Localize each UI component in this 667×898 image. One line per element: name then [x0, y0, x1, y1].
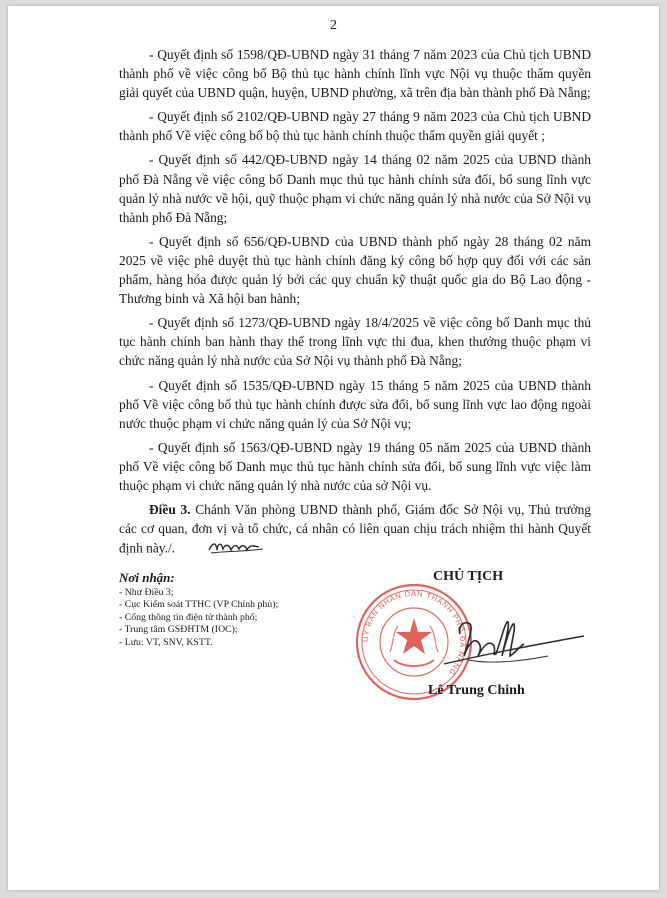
article-3-heading: Điều 3. [149, 502, 191, 518]
recipients-block [119, 572, 379, 649]
signer-name: Lê Trung Chinh [428, 683, 525, 698]
decision-item-2102: - Quyết định số 2102/QĐ-UBND ngày 27 tháng 9 năm 2023 của Chủ tịch UBND thành phố Về việc công bố bộ thủ tục hành chính thuộc thẩm quyền giải quyết ; [119, 109, 591, 144]
recipients-title: Nơi nhận: [119, 570, 175, 585]
document-page [8, 6, 659, 890]
decision-item-656: - Quyết định số 656/QĐ-UBND của UBND thành phố ngày 28 tháng 02 năm 2025 về việc phê duyệt thủ tục hành chính đăng ký công bố hợp quy đối với các sản phẩm, hàng hóa được quản lý bởi các quy chuẩn kỹ thuật quốc gia do Bộ Lao động - Thương binh và Xã hội ban hành; [119, 233, 591, 307]
decision-item-1535: - Quyết định số 1535/QĐ-UBND ngày 15 tháng 5 năm 2025 của UBND thành phố Về việc công bố thủ tục hành chính được sửa đổi, bổ sung lĩnh vực lao động ngoài nước thuộc phạm vi chức năng quản lý của Sở Nội vụ; [119, 377, 591, 431]
recipient-item: - Lưu: VT, SNV, KSTT. [119, 636, 213, 648]
article-3-text: Chánh Văn phòng UBND thành phố, Giám đốc Sở Nội vụ, Thủ trưởng các cơ quan, đơn vị và tổ chức, cá nhân có liên quan chịu trách nhiệm thi hành Quyết định này./. [119, 502, 591, 556]
recipient-item: - Trung tâm GSĐHTM (IOC); [119, 624, 238, 635]
page-number: 2 [330, 18, 337, 33]
article-3 [119, 500, 591, 561]
document-body [119, 45, 591, 566]
decision-item-1563: - Quyết định số 1563/QĐ-UBND ngày 19 tháng 05 năm 2025 của UBND thành phố Về việc công bố Danh mục thủ tục hành chính sửa đổi, bổ sung lĩnh vực việc làm thuộc phạm vi chức năng quản lý nhà nước của sở Nội vụ. [119, 439, 591, 493]
recipient-item: - Như Điều 3; [119, 586, 174, 598]
handwritten-signature [398, 606, 588, 691]
decision-item-1273: - Quyết định số 1273/QĐ-UBND ngày 18/4/2025 về việc công bố Danh mục thủ tục hành chính ban hành thay thế trong lĩnh vực thi đua, khen thưởng thuộc phạm vi chức năng quản lý nhà nước của Sở Nội vụ thành phố Đà Nẵng; [119, 315, 591, 369]
signer-title: CHỦ TỊCH [433, 569, 504, 584]
recipient-item: - Cục Kiểm soát TTHC (VP Chính phủ); [119, 599, 279, 610]
initials-mark [177, 538, 267, 561]
decision-item-442: - Quyết định số 442/QĐ-UBND ngày 14 tháng 02 năm 2025 của UBND thành phố Đà Nẵng về việc công bố Danh mục thủ tục hành chính sửa đổi, bổ sung lĩnh vực quản lý nhà nước về hội, quỹ thuộc phạm vi chức năng quản lý nhà nước của Sở Nội vụ thành phố Đà Nẵng; [119, 152, 591, 225]
recipients-list [119, 587, 379, 650]
decision-item-1598: - Quyết định số 1598/QĐ-UBND ngày 31 tháng 7 năm 2023 của Chủ tịch UBND thành phố về việc công bố Bộ thủ tục hành chính lĩnh vực Nội vụ thuộc thẩm quyền giải quyết của UBND quận, huyện, UBND phường, xã trên địa bàn thành phố Đà Nẵng; [119, 47, 591, 101]
recipient-item: - Cổng thông tin điện tử thành phố; [119, 611, 258, 623]
stamp-text: UỶ BAN NHÂN DÂN THÀNH PHỐ ĐÀ NẴNG [360, 588, 468, 678]
